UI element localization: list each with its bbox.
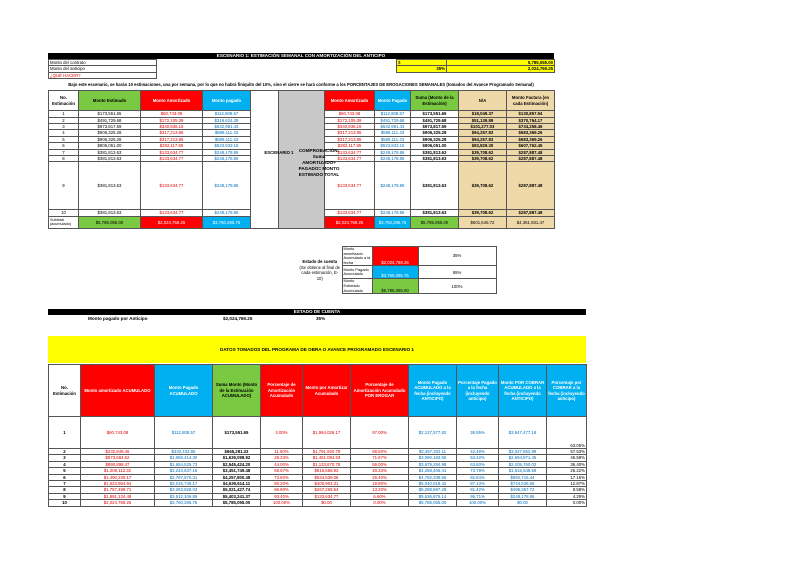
estimation-cell: $172,105.39 — [141, 117, 203, 123]
estimation-cell: $906,325.28 — [79, 130, 141, 136]
estimation-cell: $734,258.46 — [507, 124, 555, 130]
estimation-cell: $319,624.29 — [203, 117, 251, 123]
th-suma: Suma (Monto de la Estimación) — [411, 91, 459, 111]
estado-cuenta-bar: ESTADO DE CUENTA — [48, 309, 586, 315]
scenario-note: Bajo este escenario, se harán 10 estimaciones, una por semana, por lo que no habrá finiquito del 10%, sino el cierre se hará conforme a los PORCENTAJES DE EROGACIONES SEMANALES (tomados del Avance Programado Semanal) — [68, 82, 534, 88]
account-cell: $3,327,852.89 — [499, 449, 547, 455]
account-cell: 57.53% — [547, 449, 587, 455]
estimation-cell: $906,325.28 — [411, 136, 459, 142]
advance-pct: 35% — [397, 66, 447, 72]
estado-row-3-pct: 100% — [418, 279, 496, 294]
comprobacion-text: COMPROBACIÓN: Suma AMORTIZADO+ PAGADO= MONTO ESTIMADO TOTAL — [298, 148, 340, 177]
th-monto-pagado-2: Monto Pagado — [375, 91, 411, 111]
bh-pagado-acum: Monto Pagado ACUMULADO — [155, 365, 213, 417]
estimation-cell: $282,117.85 — [141, 143, 203, 149]
estimation-cell: $973,817.59 — [79, 124, 141, 130]
estimation-cell: $287,887.48 — [507, 149, 555, 155]
estimation-cell: $381,813.63 — [411, 210, 459, 216]
account-cell: $1,639,098.92 — [213, 455, 261, 461]
programa-banner: DATOS TOMADOS DEL PROGRAMA DE OBRA O AVANCE PROGRAMADO ESCENARIO 1 — [48, 336, 586, 363]
account-cell: 82.84% — [457, 474, 499, 480]
account-cell: $2,105,760.02 — [499, 461, 547, 467]
account-cell: 17.16% — [547, 474, 587, 480]
estimation-cell: $287,887.48 — [507, 210, 555, 216]
account-cell: $112,808.57 — [155, 417, 213, 449]
account-cell: $2,024,769.25 — [81, 500, 155, 506]
estimation-cell: $491,729.68 — [79, 117, 141, 123]
estimation-cell: $381,813.63 — [411, 149, 459, 155]
account-cell: 8 — [49, 487, 81, 493]
account-cell: $665,281.33 — [213, 449, 261, 455]
estimation-cell: $282,117.85 — [325, 143, 375, 149]
estimation-cell: $248,178.86 — [375, 149, 411, 155]
estimation-cell: $60,743.08 — [325, 111, 375, 117]
account-cell: 100.00% — [457, 500, 499, 506]
estimation-cell: $173,551.65 — [79, 111, 141, 117]
account-cell: $5,536,876.14 — [409, 493, 457, 499]
estimation-cell: 9 — [49, 162, 79, 210]
contract-currency: $ — [397, 60, 447, 66]
estimation-cell: $340,836.16 — [325, 124, 375, 130]
bh-amortizado-acum: Monto amortizado ACUMULADO — [81, 365, 155, 417]
account-cell: $573,684.62 — [81, 455, 155, 461]
account-cell: $5,021,427.74 — [213, 487, 261, 493]
estimation-cell: $523,933.15 — [203, 143, 251, 149]
estimation-cell: $683,369.26 — [507, 136, 555, 142]
account-cell: $2,457,202.11 — [409, 449, 457, 455]
estimation-cell: $83,829.30 — [459, 143, 507, 149]
account-cell: $60,743.08 — [81, 417, 155, 449]
account-cell: 3 — [49, 455, 81, 461]
account-cell: $232,848.46 — [81, 449, 155, 455]
estimation-cell: $381,813.63 — [79, 210, 141, 216]
anticipo-row — [48, 315, 586, 322]
account-cell: $173,551.65 — [213, 417, 261, 449]
account-cell: $2,694,871.45 — [499, 455, 547, 461]
account-cell: $3,647,477.18 — [499, 417, 547, 449]
bh-monto-por-amortizar: Monto por Amortizar Acumulado — [303, 365, 351, 417]
escenario-title-bar: ESCENARIO 1: ESTIMACIÓN SEMANAL CON AMORTIZACIÓN DEL ANTICIPO — [48, 53, 554, 59]
estado-cuenta-table — [298, 246, 497, 294]
estimation-cell: $370,764.17 — [507, 117, 555, 123]
account-cell: 63.05% — [547, 417, 587, 449]
estimation-cell: $248,178.86 — [375, 162, 411, 210]
estado-row-2-value: $3,760,285.75 — [372, 266, 418, 279]
estimation-cell: $101,277.03 — [459, 124, 507, 130]
estimation-cell: $112,808.57 — [203, 111, 251, 117]
subtotal-amortizado-2: $2,024,769.25 — [325, 216, 375, 228]
contract-summary-table — [48, 59, 555, 79]
estimation-cell: $133,634.77 — [141, 156, 203, 162]
estimation-cell: $589,111.43 — [203, 136, 251, 142]
que-hacer-row — [49, 72, 555, 78]
account-cell: 7 — [49, 481, 81, 487]
estado-cuenta-caption — [298, 247, 342, 294]
contract-amount-value: 5,785,055.00 — [447, 60, 555, 66]
account-cell: $3,451,749.48 — [213, 468, 261, 474]
account-cell: $992,715.44 — [499, 474, 547, 480]
subtotal-amortizado: $2,024,769.25 — [141, 216, 203, 228]
anticipo-label: Monto pagado por Anticipo — [88, 316, 148, 321]
account-cell: $1,133,870.78 — [303, 461, 351, 467]
estimation-cell: $248,178.86 — [203, 149, 251, 155]
account-cell: 12.87% — [547, 481, 587, 487]
subtotal-pagado: $3,760,285.75 — [203, 216, 251, 228]
account-cell: $248,178.86 — [499, 493, 547, 499]
account-table — [48, 364, 587, 507]
estado-row-2-pct: 65% — [418, 266, 496, 279]
account-cell: $1,490,230.17 — [81, 474, 155, 480]
estimation-cell: $906,325.28 — [411, 130, 459, 136]
account-cell: $267,269.54 — [303, 487, 351, 493]
estimation-cell: $632,981.43 — [203, 124, 251, 130]
account-cell: $3,760,285.75 — [155, 500, 213, 506]
th-monto-factura: Monto Factura (en cada Estimación) — [507, 91, 555, 111]
estado-row-2-label: Monto Pagado Acumulado — [342, 266, 372, 279]
contract-amount-label: Monto del contrato — [49, 60, 157, 66]
escenario-merged-cell — [251, 111, 279, 217]
account-cell: 80.20% — [261, 481, 303, 487]
estimation-cell: $133,634.77 — [325, 156, 375, 162]
th-blank-2 — [279, 91, 325, 111]
estimation-cell: $133,634.77 — [325, 210, 375, 216]
advance-amount-label: Monto del anticipo — [49, 66, 157, 72]
account-cell: 56.00% — [351, 461, 409, 467]
th-monto-pagado: Monto pagado — [203, 91, 251, 111]
estimation-cell: 10 — [49, 210, 79, 216]
estado-cuenta-box — [298, 246, 497, 294]
bh-pct-por-cobrar: Porcentaje por COBRAR a la fecha (incluyendo anticipo) — [547, 365, 587, 417]
account-cell: $3,512,106.89 — [155, 493, 213, 499]
th-no-estimacion: No. Estimación — [49, 91, 79, 111]
account-cell: 87.13% — [457, 481, 499, 487]
subtotal-na: $601,645.72 — [459, 216, 507, 228]
account-cell: 0.00% — [351, 500, 409, 506]
estimation-cell: $632,981.43 — [375, 124, 411, 130]
estimation-cell: $18,049.37 — [459, 111, 507, 117]
estimation-cell: $133,634.77 — [141, 210, 203, 216]
estimation-cell: 5 — [49, 136, 79, 142]
account-cell: 4.29% — [547, 493, 587, 499]
account-cell: $0.00 — [303, 500, 351, 506]
estimation-cell: $381,813.63 — [79, 149, 141, 155]
estimation-cell: $381,813.63 — [79, 162, 141, 210]
account-cell: 26.40% — [351, 474, 409, 480]
account-cell: $5,403,241.37 — [213, 493, 261, 499]
estimation-cell: 8 — [49, 156, 79, 162]
anticipo-pct: 35% — [316, 316, 326, 321]
account-cell: $133,634.77 — [303, 493, 351, 499]
account-cell: 88.50% — [351, 449, 409, 455]
estado-row-3-label: Monto Estimado Acumulado — [342, 279, 372, 294]
estimation-cell: $683,369.26 — [507, 130, 555, 136]
th-na: N/A — [459, 91, 507, 111]
bottom-section — [48, 309, 586, 507]
subtotal-estimado: $5,785,055.00 — [79, 216, 141, 228]
account-cell: 44.00% — [261, 461, 303, 467]
account-cell: $5,288,697.28 — [409, 487, 457, 493]
subtotal-factura: $4,361,931.47 — [507, 216, 555, 228]
account-cell: 40.33% — [351, 468, 409, 474]
account-cell: $3,679,294.98 — [409, 461, 457, 467]
estimation-cell: $133,634.77 — [141, 162, 203, 210]
estimation-cell: $173,551.65 — [411, 111, 459, 117]
account-cell: 100.00% — [261, 500, 303, 506]
estado-row-3-value: $5,785,055.00 — [372, 279, 418, 294]
estimation-cell: $491,729.68 — [411, 117, 459, 123]
subtotal-suma: $5,785,055.00 — [411, 216, 459, 228]
estimation-cell: $589,111.43 — [203, 130, 251, 136]
account-cell: $1,757,499.71 — [81, 487, 155, 493]
account-cell: $3,090,183.55 — [409, 455, 457, 461]
estimation-cell: $39,708.62 — [459, 210, 507, 216]
top-section — [48, 53, 554, 229]
account-cell: 93.40% — [261, 493, 303, 499]
estimation-cell: $94,257.83 — [459, 130, 507, 136]
estimation-cell: $381,813.63 — [411, 162, 459, 210]
estimation-cell: $60,743.08 — [141, 111, 203, 117]
estimation-cell: $248,178.86 — [203, 210, 251, 216]
account-cell: 46.58% — [547, 455, 587, 461]
account-cell: $1,208,112.32 — [81, 468, 155, 474]
estimation-cell: $287,887.48 — [507, 156, 555, 162]
estimation-cell: $906,325.28 — [79, 136, 141, 142]
account-cell: 36.95% — [457, 417, 499, 449]
estimation-cell: $381,813.63 — [79, 156, 141, 162]
bh-pct-amort: Porcentaje de Amortización Acumulado — [261, 365, 303, 417]
account-cell: $534,539.08 — [303, 474, 351, 480]
account-cell: $2,545,424.20 — [213, 461, 261, 467]
account-cell: 1 — [49, 417, 81, 449]
account-cell: 86.80% — [261, 487, 303, 493]
account-cell: 73.60% — [261, 474, 303, 480]
estado-cuenta-subtitle: (Se obtiene al final de cada estimación, E-10) — [299, 264, 340, 281]
account-cell: 53.42% — [457, 455, 499, 461]
bh-no-estimacion: No. Estimación — [49, 365, 81, 417]
account-cell: $1,791,920.79 — [303, 449, 351, 455]
estimation-cell: $317,213.85 — [141, 136, 203, 142]
account-cell: $0.00 — [499, 500, 547, 506]
account-cell: 26.22% — [547, 468, 587, 474]
account-cell: 8.58% — [547, 487, 587, 493]
estimation-cell: $491,729.68 — [375, 117, 411, 123]
estimation-cell: $39,708.62 — [459, 162, 507, 210]
account-cell: 13.20% — [351, 487, 409, 493]
account-row — [49, 417, 587, 449]
estado-cuenta-title: Estado de cuenta — [302, 259, 338, 265]
estimation-cell: $806,051.00 — [411, 143, 459, 149]
account-cell: 0.00% — [547, 500, 587, 506]
account-cell: $5,785,055.00 — [409, 500, 457, 506]
account-cell: 19.80% — [351, 481, 409, 487]
account-cell: 71.67% — [351, 455, 409, 461]
account-cell: 9 — [49, 493, 81, 499]
que-hacer-label: ¿QUÉ HACER? — [49, 72, 157, 78]
account-cell: $4,257,800.48 — [213, 474, 261, 480]
estimation-cell: $130,857.94 — [507, 111, 555, 117]
account-cell: 5 — [49, 468, 81, 474]
account-cell: 91.42% — [457, 487, 499, 493]
bh-pct-por-erogar: Porcentaje de Amortización Acumulado POR EROGAR — [351, 365, 409, 417]
estimation-cell: $112,808.57 — [375, 111, 411, 117]
estimation-cell: $381,813.63 — [411, 156, 459, 162]
estado-row-1-pct: 35% — [418, 247, 496, 266]
account-cell: $4,268,406.41 — [409, 468, 457, 474]
estimation-cell: $317,213.85 — [325, 136, 375, 142]
estimation-cell: $607,762.45 — [507, 143, 555, 149]
account-cell: $2,767,570.31 — [155, 474, 213, 480]
account-cell: $4,792,339.56 — [409, 474, 457, 480]
estado-row-1-value: $2,024,769.25 — [372, 247, 418, 266]
subtotal-row — [49, 216, 555, 228]
account-cell: 3.00% — [261, 417, 303, 449]
account-cell: $1,623,864.94 — [81, 481, 155, 487]
account-cell: 10 — [49, 500, 81, 506]
estimation-cell: 6 — [49, 143, 79, 149]
account-cell: 11.50% — [261, 449, 303, 455]
estimation-cell: $248,178.86 — [375, 156, 411, 162]
account-cell: $432,432.86 — [155, 449, 213, 455]
account-cell: $1,654,525.73 — [155, 461, 213, 467]
account-header-row — [49, 365, 587, 417]
estimation-cell: 2 — [49, 117, 79, 123]
estimation-cell: 7 — [49, 149, 79, 155]
account-cell: 2 — [49, 449, 81, 455]
account-cell: 97.00% — [351, 417, 409, 449]
estimation-cell: $973,817.59 — [411, 124, 459, 130]
subtotal-pagado-2: $3,760,285.75 — [375, 216, 411, 228]
account-cell: $744,536.58 — [499, 481, 547, 487]
account-cell: $1,516,648.59 — [499, 468, 547, 474]
account-cell: $400,904.31 — [303, 481, 351, 487]
account-cell: $2,137,577.82 — [409, 417, 457, 449]
account-cell: $890,898.47 — [81, 461, 155, 467]
bh-pagado-fecha: Monto Pagado ACUMULADO a la fecha (incluyendo ANTICIPO) — [409, 365, 457, 417]
account-cell: $496,357.72 — [499, 487, 547, 493]
account-cell: 4 — [49, 461, 81, 467]
escenario-label: ESCENARIO 1 — [264, 150, 294, 155]
account-cell: 63.60% — [457, 461, 499, 467]
th-monto-amortizado-2: Monto Amortizado — [325, 91, 375, 111]
estimation-cell: $51,139.89 — [459, 117, 507, 123]
estimation-cell: $523,933.15 — [375, 143, 411, 149]
account-cell: 42.48% — [457, 449, 499, 455]
estimation-cell: $39,708.62 — [459, 156, 507, 162]
estado-row-1-label: Monto amortizado Acumulado a la fecha — [343, 246, 371, 265]
bh-pct-pagado: Porcentaje Pagado a la fecha (incluyendo anticipo) — [457, 365, 499, 417]
account-cell: $1,964,026.17 — [303, 417, 351, 449]
account-cell: $2,243,637.16 — [155, 468, 213, 474]
estimation-cell: $589,111.43 — [375, 130, 411, 136]
estimation-cell: $133,634.77 — [325, 149, 375, 155]
estimation-cell: $133,634.77 — [325, 162, 375, 210]
account-cell: 6 — [49, 474, 81, 480]
estimation-cell: $317,213.85 — [141, 130, 203, 136]
account-cell: $1,065,414.30 — [155, 455, 213, 461]
estimation-cell: $248,178.86 — [375, 210, 411, 216]
estimation-cell: $317,213.85 — [325, 130, 375, 136]
estimation-cell: $248,178.86 — [203, 162, 251, 210]
advance-amount-value: 2,024,769.25 — [447, 66, 555, 72]
estimation-cell: 3 — [49, 124, 79, 130]
estimation-cell: 4 — [49, 130, 79, 136]
account-row — [49, 500, 587, 506]
estimation-cell: $133,634.77 — [141, 149, 203, 155]
account-cell: $5,785,055.00 — [213, 500, 261, 506]
estimation-cell: $248,178.86 — [203, 156, 251, 162]
account-cell: $4,639,614.11 — [213, 481, 261, 487]
th-monto-amortizado: Monto Amortizado — [141, 91, 203, 111]
account-cell: 59.67% — [261, 468, 303, 474]
bh-suma-monto: Suma Monto (Monto de la Estimación ACUMULADO) — [213, 365, 261, 417]
estimation-cell: $806,051.00 — [79, 143, 141, 149]
estimation-header-row — [49, 91, 555, 111]
estimation-cell: $589,111.43 — [375, 136, 411, 142]
account-cell: 36.40% — [547, 461, 587, 467]
th-monto-estimado: Monto Estimado — [79, 91, 141, 111]
estimation-cell: 1 — [49, 111, 79, 117]
account-cell: $1,451,084.63 — [303, 455, 351, 461]
account-cell: $3,015,749.17 — [155, 481, 213, 487]
estimation-cell: $39,708.62 — [459, 149, 507, 155]
account-cell: $5,040,518.42 — [409, 481, 457, 487]
account-cell: 95.71% — [457, 493, 499, 499]
account-cell: 28.33% — [261, 455, 303, 461]
bh-por-cobrar: Monto POR COBRAR ACUMULADO a la fecha (incluyendo ANTICIPO) — [499, 365, 547, 417]
estimation-cell: $172,105.39 — [325, 117, 375, 123]
account-cell: $816,656.93 — [303, 468, 351, 474]
estimation-cell: $287,887.48 — [507, 162, 555, 210]
estimation-cell: $340,836.16 — [141, 124, 203, 130]
anticipo-value: $2,024,769.25 — [223, 316, 253, 321]
account-cell: $1,891,134.48 — [81, 493, 155, 499]
account-cell: 73.78% — [457, 468, 499, 474]
estimation-cell: $94,257.83 — [459, 136, 507, 142]
th-blank-1 — [251, 91, 279, 111]
account-cell: $3,263,928.03 — [155, 487, 213, 493]
subtotal-label: Subtotal (acumulado) — [49, 216, 79, 228]
account-cell: 6.60% — [351, 493, 409, 499]
